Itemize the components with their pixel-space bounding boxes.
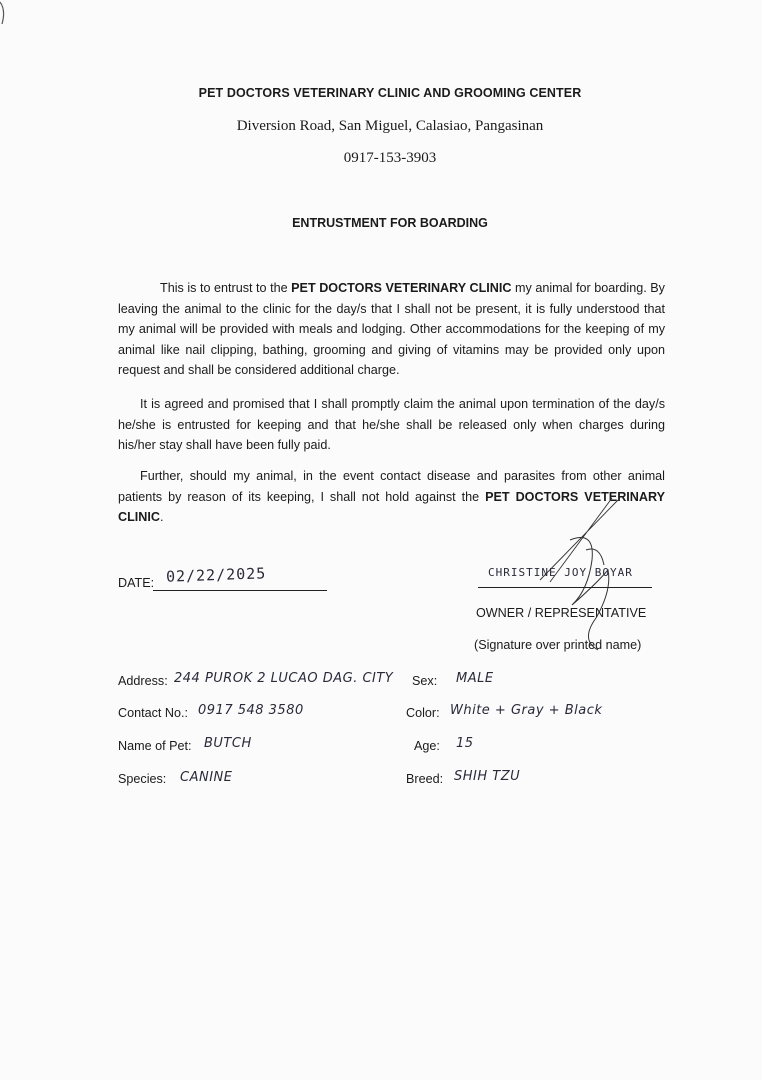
p3-text-end: . (159, 510, 164, 525)
species-label: Species: (118, 772, 167, 786)
address-label: Address: (118, 674, 168, 688)
date-line (153, 590, 327, 591)
signature-caption: (Signature over printed name) (474, 638, 642, 652)
age-value: 15 (456, 736, 474, 751)
breed-value: SHIH TZU (454, 769, 521, 784)
p1-clinic-name: PET DOCTORS VETERINARY CLINIC (291, 281, 512, 295)
date-value-handwritten: 02/22/2025 (165, 564, 267, 586)
owner-representative-label: OWNER / REPRESENTATIVE (476, 606, 647, 620)
age-label: Age: (414, 739, 440, 753)
scan-edge-mark (0, 0, 10, 30)
paragraph-agreement: It is agreed and promised that I shall promptly claim the animal upon termination of the day/s he/she is entrusted for keeping and that he/she shall be released only when charges during his/her stay shall have been fully paid. (118, 397, 665, 453)
species-value: CANINE (180, 770, 233, 785)
document-title: ENTRUSTMENT FOR BOARDING (292, 216, 488, 230)
breed-label: Breed: (406, 772, 444, 786)
p1-text-end: my animal for boarding. By leaving the animal to the clinic for the day/s that I shall not be present, it is fully understood that my animal will be provided with meals and lodging. Other accommodations for the keeping of my animal like nail clipping, bathing, grooming and giving of vitamins may be provided only upon request and shall be considered additional charge. (118, 281, 665, 378)
pet-name-value: BUTCH (204, 736, 252, 751)
address-value: 244 PUROK 2 LUCAO DAG. CITY (174, 671, 394, 686)
color-label: Color: (406, 706, 440, 720)
p3-clinic-name: PET DOCTORS VETERINARY CLINIC (118, 489, 666, 525)
p3-text-start: Further, should my animal, in the event contact disease and parasites from other animal patients by reason of its keeping, I shall not hold against the (118, 469, 665, 504)
p1-text-start: This is to entrust to the (160, 281, 292, 295)
owner-printed-name: CHRISTINE JOY BOYAR (488, 566, 633, 579)
contact-value: 0917 548 3580 (198, 703, 304, 718)
sex-label: Sex: (412, 674, 438, 688)
sex-value: MALE (456, 671, 494, 686)
clinic-address: Diversion Road, San Miguel, Calasiao, Pangasinan (236, 118, 544, 134)
pet-name-label: Name of Pet: (118, 739, 192, 753)
contact-label: Contact No.: (118, 706, 188, 720)
clinic-phone: 0917-153-3903 (343, 150, 437, 166)
date-label: DATE: (118, 576, 155, 590)
clinic-name: PET DOCTORS VETERINARY CLINIC AND GROOMING CENTER (198, 86, 582, 100)
signature-line (478, 587, 652, 588)
color-value: White + Gray + Black (450, 703, 603, 718)
paragraph-entrust (118, 278, 665, 381)
